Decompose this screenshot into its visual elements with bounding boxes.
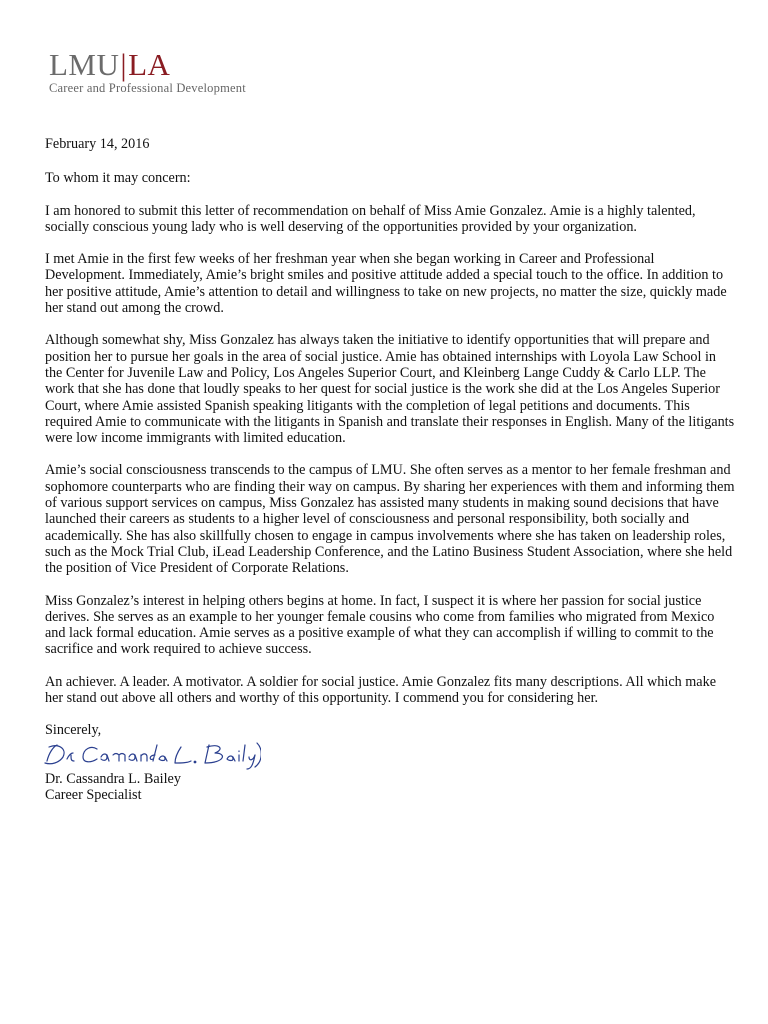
closing: Sincerely, xyxy=(45,722,102,739)
logo-la: LA xyxy=(128,47,171,82)
salutation: To whom it may concern: xyxy=(45,170,191,187)
paragraph-5: Miss Gonzalez’s interest in helping others begins at home. In fact, I suspect it is where her passion for social justice derives. She serves as an example to her younger female cousins who come from families who migrated from Mexico and lack formal education. Amie serves as a positive example of what they can accomplish if willing to commit to the sacrifice and work required to achieve success. xyxy=(45,592,715,658)
paragraph-2: I met Amie in the first few weeks of her freshman year when she began working in Career and Professional Development. Immediately, Amie’s bright smiles and positive attitude added a special touch to the office. In addition to her positive attitude, Amie’s attention to detail and willingness to take on new projects, no matter the size, quickly made her stand out among the crowd. xyxy=(45,251,727,317)
logo-separator: | xyxy=(120,47,128,82)
logo-wordmark xyxy=(49,48,246,82)
letter-body xyxy=(45,136,735,803)
logo-lmu: LMU xyxy=(49,47,120,82)
paragraph-3: Although somewhat shy, Miss Gonzalez has always taken the initiative to identify opportunities that will prepare and position her to pursue her goals in the area of social justice. Amie has obtained internships with Loyola Law School in the Center for Juvenile Law and Policy, Los Angeles Superior Court, and Kleinberg Lange Cuddy & Carlo LLP. The work that she has done that loudly speaks to her quest for social justice is the work she did at the Los Angeles Superior Court, where Amie assisted Spanish speaking litigants with the completion of legal petitions and documents. This required Amie to communicate with the litigants in Spanish and translate their responses in English. Many of the litigants were low income immigrants with limited education. xyxy=(45,332,735,447)
signer-title: Career Specialist xyxy=(45,786,142,803)
paragraph-1: I am honored to submit this letter of recommendation on behalf of Miss Amie Gonzalez. Amie is a highly talented, socially conscious young lady who is well deserving of the opportunities provided by your organization. xyxy=(45,202,696,235)
paragraph-4: Amie’s social consciousness transcends to the campus of LMU. She often serves as a mentor to her female freshman and sophomore counterparts who are finding their way on campus. By sharing her experiences with them and informing them of various support services on campus, Miss Gonzalez has assisted many students in making sound decisions that have launched their careers as students to a higher level of consciousness and personal responsibility, both socially and academically. She has also skillfully chosen to engage in campus involvements where she has taken on leadership roles, such as the Mock Trial Club, iLead Leadership Conference, and the Latino Business Student Association, where she held the position of Vice President of Corporate Relations. xyxy=(45,462,735,577)
signer-name: Dr. Cassandra L. Bailey xyxy=(45,770,181,787)
lmu-la-logo xyxy=(49,48,246,96)
department-name: Career and Professional Development xyxy=(49,81,246,95)
letter-date: February 14, 2016 xyxy=(45,136,150,152)
handwritten-signature xyxy=(41,739,735,771)
paragraph-6: An achiever. A leader. A motivator. A soldier for social justice. Amie Gonzalez fits many descriptions. All which make her stand out above all others and worthy of this opportunity. I commend you for considering her. xyxy=(45,673,716,707)
